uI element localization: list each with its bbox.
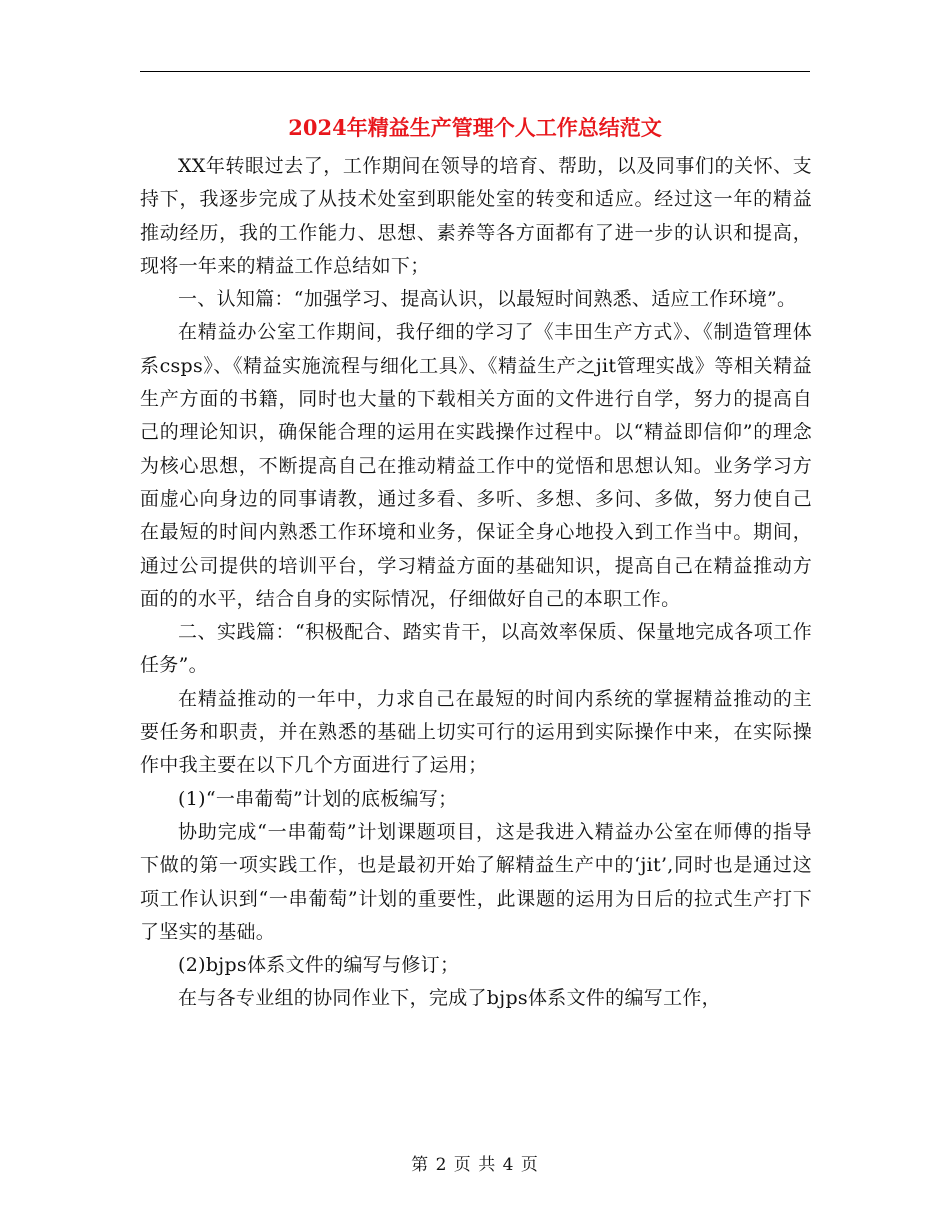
page-footer: 第 2 页 共 4 页 — [411, 1155, 539, 1175]
paragraph-intro: XX年转眼过去了，工作期间在领导的培育、帮助，以及同事们的关怀、支持下，我逐步完成了从技术处室到职能处室的转变和适应。经过这一年的精益推动经历，我的工作能力、思想、素养等各方面都有了进一步的认识和提高，现将一年来的精益工作总结如下； — [140, 155, 812, 277]
heading-practice: 二、实践篇：“积极配合、踏实肯干，以高效率保质、保量地完成各项工作任务”。 — [140, 621, 812, 677]
paragraph-study: 在精益办公室工作期间，我仔细的学习了《丰田生产方式》、《制造管理体系csps》、《精益实施流程与细化工具》、《精益生产之jit管理实战》等相关精益生产方面的书籍，同时也大量的下载相关方面的文件进行自学，努力的提高自己的理论知识，确保能合理的运用在实践操作过程中。以“精益即信仰”的理念为核心思想，不断提高自己在推动精益工作中的觉悟和思想认知。业务学习方面虚心向身边的同事请教，通过多看、多听、多想、多问、多做，努力使自己在最短的时间内熟悉工作环境和业务，保证全身心地投入到工作当中。期间，通过公司提供的培训平台，学习精益方面的基础知识，提高自己在精益推动方面的的水平，结合自身的实际情况，仔细做好自己的本职工作。 — [140, 321, 812, 610]
document-body — [140, 150, 812, 1016]
heading-cognition: 一、认知篇：“加强学习、提高认识，以最短时间熟悉、适应工作环境”。 — [178, 288, 797, 311]
paragraph-item-1: 协助完成“一串葡萄”计划课题项目，这是我进入精益办公室在师傅的指导下做的第一项实践工作，也是最初开始了解精益生产中的‘jit’,同时也是通过这项工作认识到“一串葡萄”计划的重要性，此课题的运用为日后的拉式生产打下了坚实的基础。 — [140, 820, 812, 943]
paragraph-practice: 在精益推动的一年中，力求自己在最短的时间内系统的掌握精益推动的主要任务和职责，并在熟悉的基础上切实可行的运用到实际操作中来，在实际操作中我主要在以下几个方面进行了运用； — [140, 687, 812, 777]
header-rule — [140, 71, 810, 72]
paragraph-item-2: 在与各专业组的协同作业下，完成了bjps体系文件的编写工作， — [178, 987, 721, 1010]
document-title: 2024年精益生产管理个人工作总结范文 — [288, 115, 662, 140]
item-heading-2: (2)bjps体系文件的编写与修订； — [178, 954, 460, 977]
item-heading-1: (1)“一串葡萄”计划的底板编写； — [178, 787, 458, 810]
